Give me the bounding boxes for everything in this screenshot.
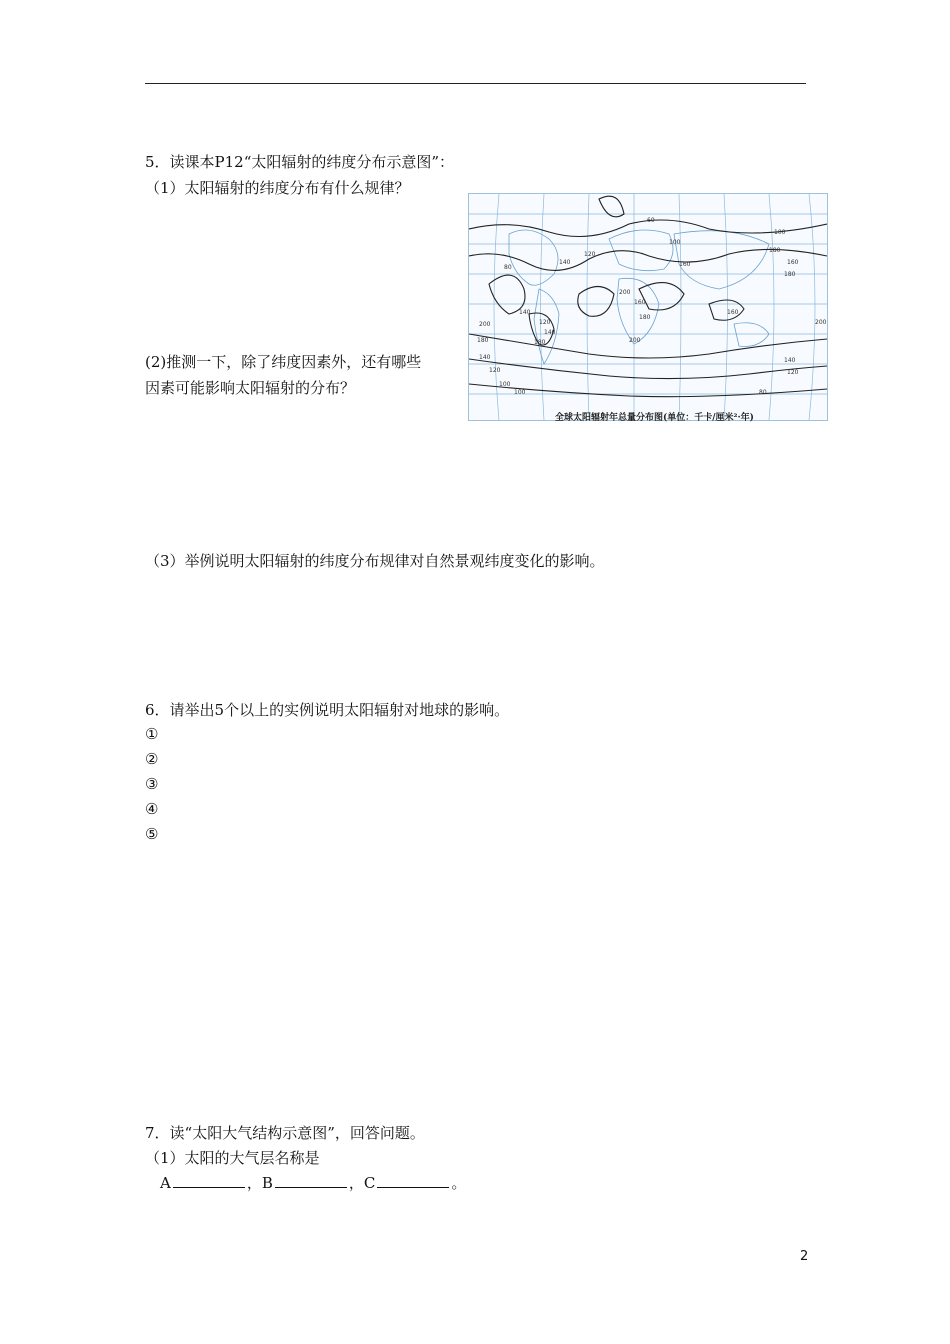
question-7-sub1: （1）太阳的大气层名称是 — [145, 1149, 320, 1167]
map-caption: 全球太阳辐射年总量分布图(单位：千卡/厘米²·年) — [555, 413, 754, 423]
isoline-label: 180 — [639, 314, 651, 321]
isoline-label: 200 — [479, 321, 491, 328]
question-7-blanks — [160, 1173, 466, 1193]
isoline-label: 60 — [647, 217, 655, 224]
isoline-label: 160 — [679, 261, 691, 268]
header-rule — [145, 83, 806, 84]
blank-a[interactable] — [173, 1173, 245, 1188]
isoline-label: 160 — [787, 259, 799, 266]
isoline-label: 140 — [559, 259, 571, 266]
isoline-label: 140 — [544, 329, 556, 336]
label-a: A — [160, 1174, 171, 1192]
isoline-label: 180 — [534, 339, 546, 346]
isoline-label: 200 — [629, 337, 641, 344]
label-b: ，B — [246, 1174, 273, 1192]
isoline-label: 120 — [539, 319, 551, 326]
answer-item-2: ② — [145, 750, 159, 768]
isoline-label: 80 — [759, 389, 767, 396]
question-6-title: 6．请举出5个以上的实例说明太阳辐射对地球的影响。 — [145, 701, 510, 719]
isoline-label: 100 — [499, 381, 511, 388]
solar-radiation-map — [468, 193, 828, 421]
isoline-label: 180 — [769, 247, 781, 254]
question-5-title: 5．读课本P12“太阳辐射的纬度分布示意图”： — [145, 153, 455, 171]
isoline-label: 100 — [774, 229, 786, 236]
isoline-label: 200 — [619, 289, 631, 296]
isoline-label: 140 — [784, 357, 796, 364]
isoline-label: 160 — [634, 299, 646, 306]
isoline-label: 200 — [815, 319, 827, 326]
blank-b[interactable] — [275, 1173, 347, 1188]
isoline-label: 140 — [479, 354, 491, 361]
page-number: 2 — [800, 1249, 809, 1264]
label-c: ，C — [348, 1174, 376, 1192]
isoline-label: 120 — [787, 369, 799, 376]
map-graphic — [469, 194, 827, 420]
isoline-label: 120 — [489, 367, 501, 374]
question-5-sub1: （1）太阳辐射的纬度分布有什么规律？ — [145, 179, 410, 197]
blank-c[interactable] — [377, 1173, 449, 1188]
isoline-label: 140 — [519, 309, 531, 316]
end-punctuation: 。 — [451, 1174, 467, 1192]
isoline-label: 100 — [514, 389, 526, 396]
isoline-label: 180 — [784, 271, 796, 278]
answer-item-4: ④ — [145, 800, 159, 818]
isoline-label: 80 — [504, 264, 512, 271]
question-7-title: 7．读“太阳大气结构示意图”，回答问题。 — [145, 1124, 425, 1142]
isoline-label: 160 — [727, 309, 739, 316]
isoline-label: 180 — [477, 337, 489, 344]
question-5-sub2-line2: 因素可能影响太阳辐射的分布？ — [145, 379, 356, 397]
answer-item-1: ① — [145, 725, 159, 743]
question-5-sub2-line1: (2)推测一下，除了纬度因素外，还有哪些 — [145, 353, 422, 371]
isoline-label: 120 — [584, 251, 596, 258]
isoline-label: 100 — [669, 239, 681, 246]
question-5-sub3: （3）举例说明太阳辐射的纬度分布规律对自然景观纬度变化的影响。 — [145, 552, 605, 570]
answer-item-3: ③ — [145, 775, 159, 793]
answer-item-5: ⑤ — [145, 825, 159, 843]
